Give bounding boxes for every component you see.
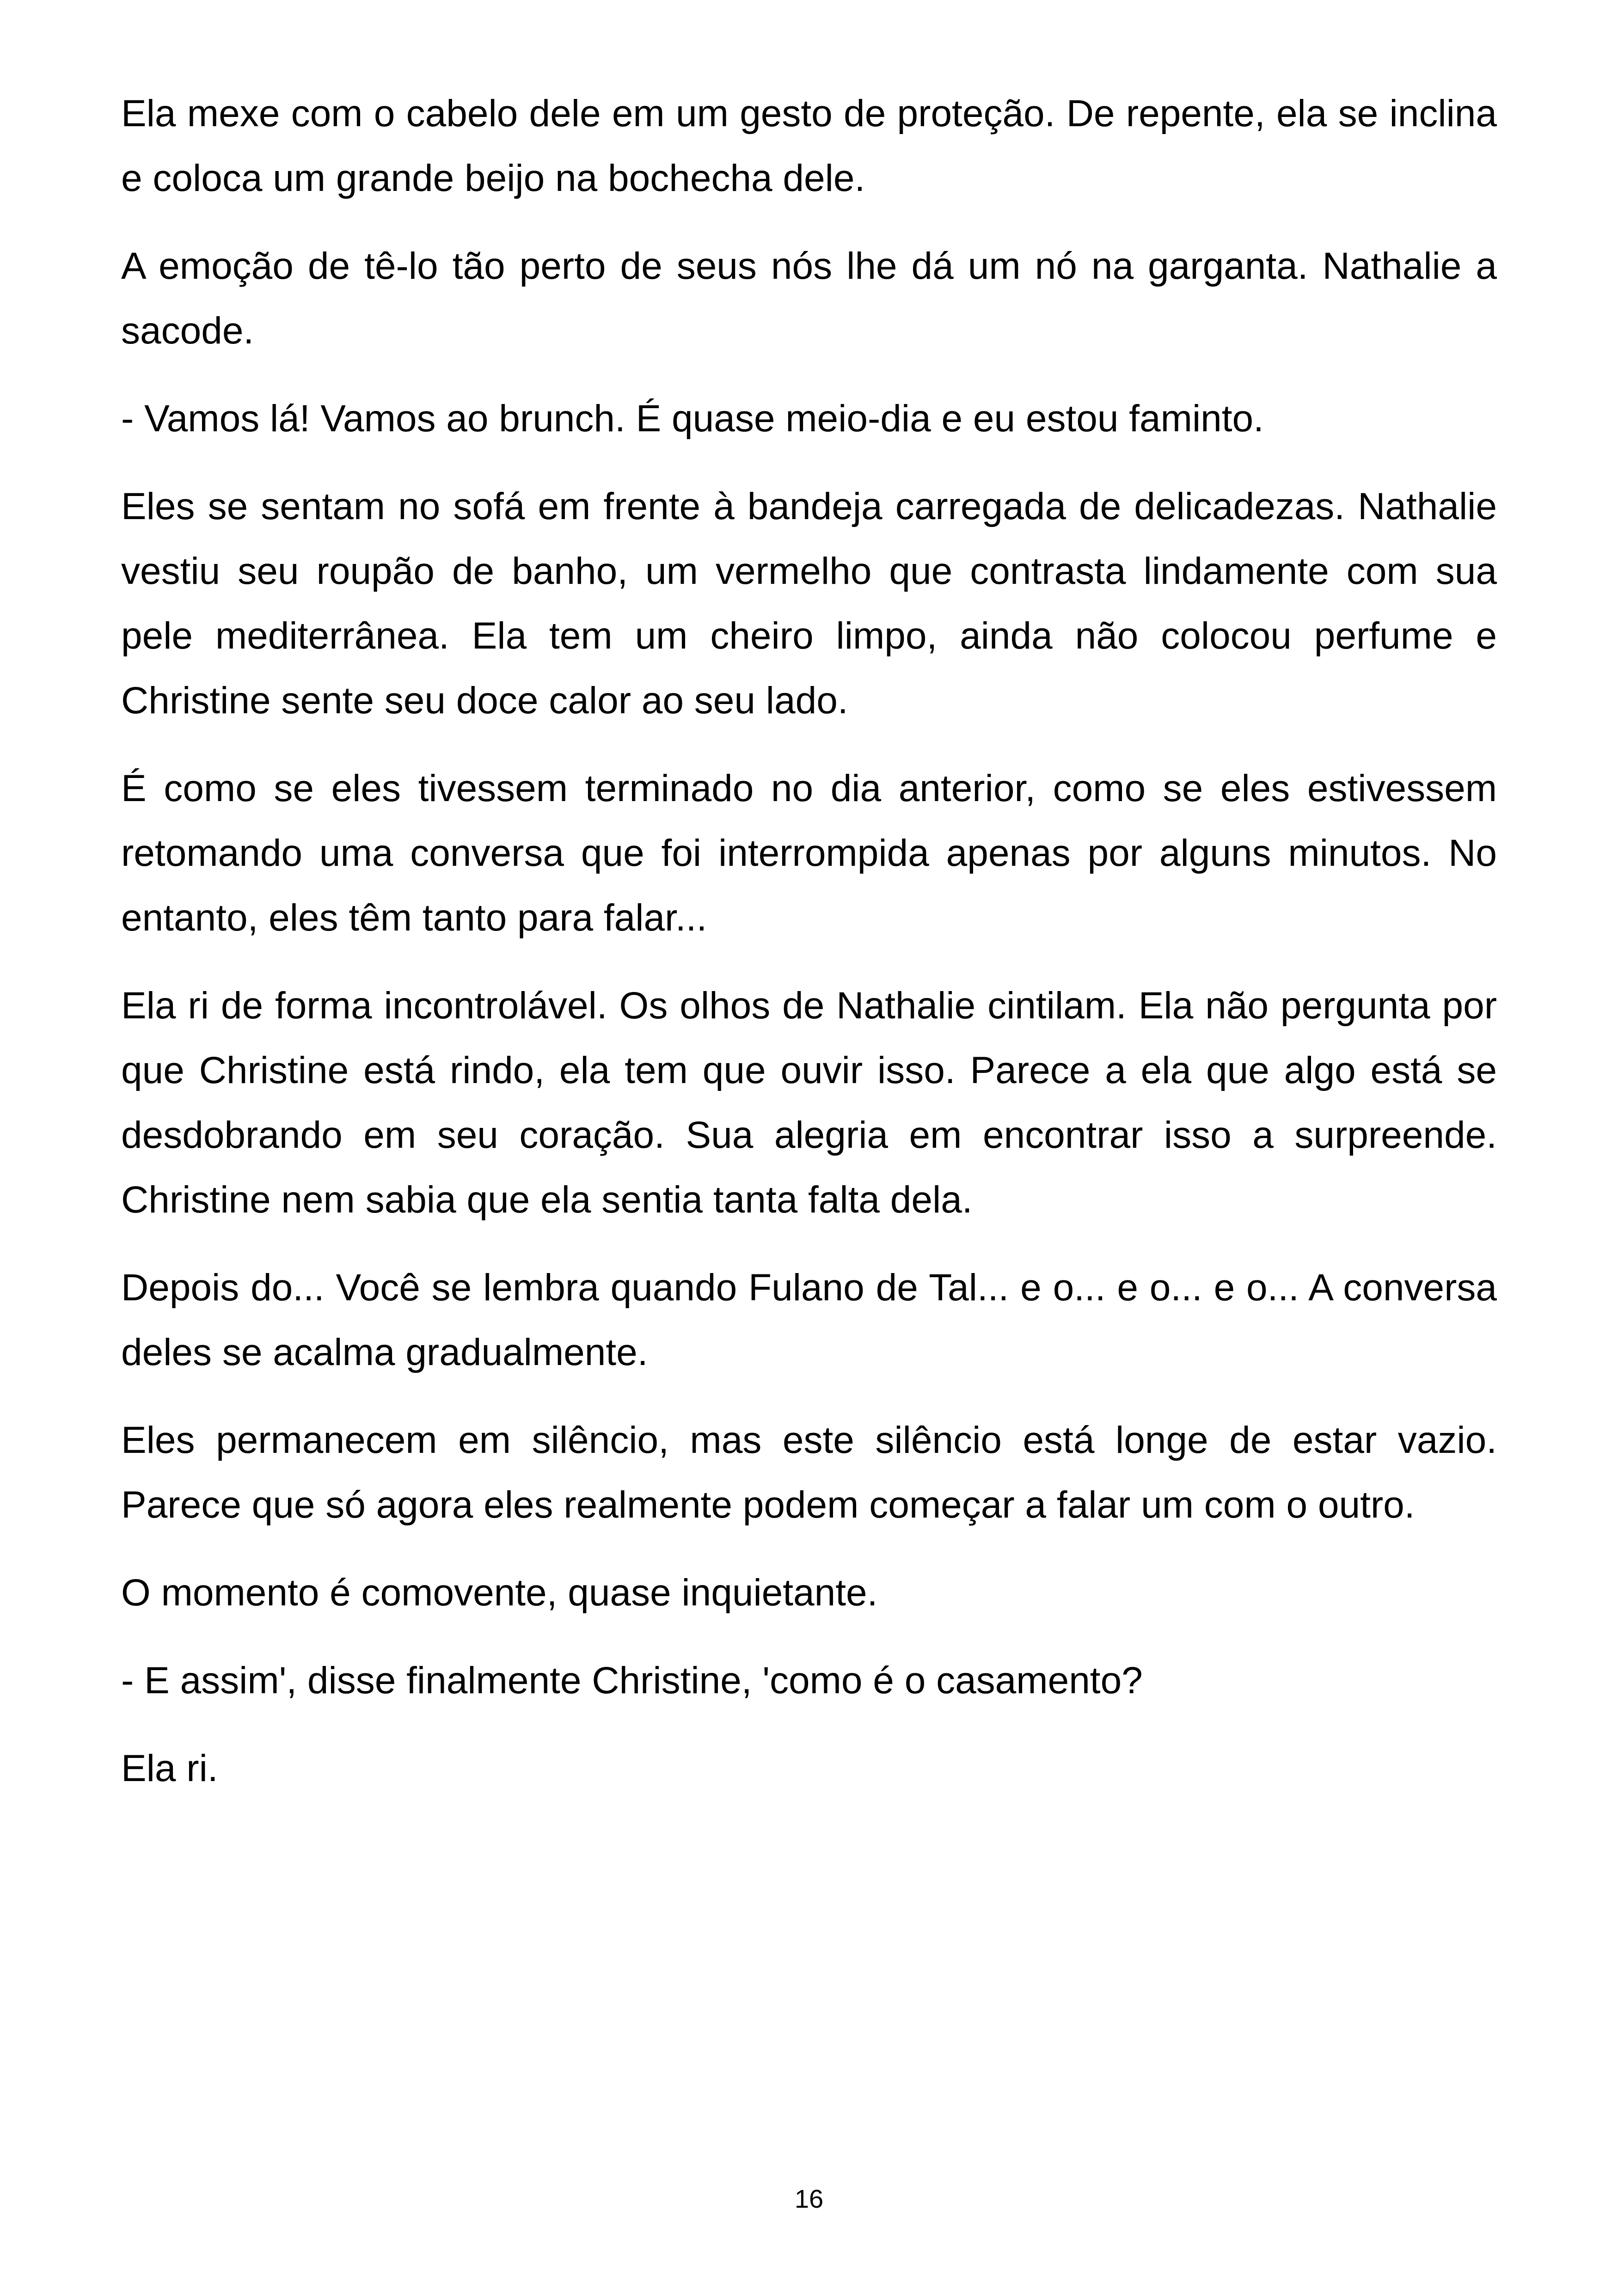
body-text xyxy=(121,81,1497,1824)
paragraph: Ela mexe com o cabelo dele em um gesto de proteção. De repente, ela se inclina e coloca um grande beijo na bochecha dele. xyxy=(121,92,1497,199)
paragraph: - Vamos lá! Vamos ao brunch. É quase meio-dia e eu estou faminto. xyxy=(121,398,1264,440)
page-number: 16 xyxy=(794,2184,824,2213)
paragraph: Eles se sentam no sofá em frente à bandeja carregada de delicadezas. Nathalie vestiu seu roupão de banho, um vermelho que contrasta lindamente com sua pele mediterrânea. Ela tem um cheiro limpo, ainda não colocou perfume e Christine sente seu doce calor ao seu lado. xyxy=(121,485,1497,722)
paragraph: - E assim', disse finalmente Christine, 'como é o casamento? xyxy=(121,1659,1143,1702)
paragraph: Ela ri. xyxy=(121,1747,218,1789)
paragraph: Depois do... Você se lembra quando Fulano de Tal... e o... e o... e o... A conversa deles se acalma gradualmente. xyxy=(121,1267,1497,1373)
paragraph: O momento é comovente, quase inquietante. xyxy=(121,1572,878,1614)
paragraph: A emoção de tê-lo tão perto de seus nós lhe dá um nó na garganta. Nathalie a sacode. xyxy=(121,245,1497,352)
paragraph: É como se eles tivessem terminado no dia anterior, como se eles estivessem retomando uma conversa que foi interrompida apenas por alguns minutos. No entanto, eles têm tanto para falar... xyxy=(121,767,1497,939)
paragraph: Ela ri de forma incontrolável. Os olhos de Nathalie cintilam. Ela não pergunta por que Christine está rindo, ela tem que ouvir isso. Parece a ela que algo está se desdobrando em seu coração. Sua alegria em encontrar isso a surpreende. Christine nem sabia que ela sentia tanta falta dela. xyxy=(121,985,1497,1221)
paragraph: Eles permanecem em silêncio, mas este silêncio está longe de estar vazio. Parece que só agora eles realmente podem começar a falar um com o outro. xyxy=(121,1419,1497,1526)
